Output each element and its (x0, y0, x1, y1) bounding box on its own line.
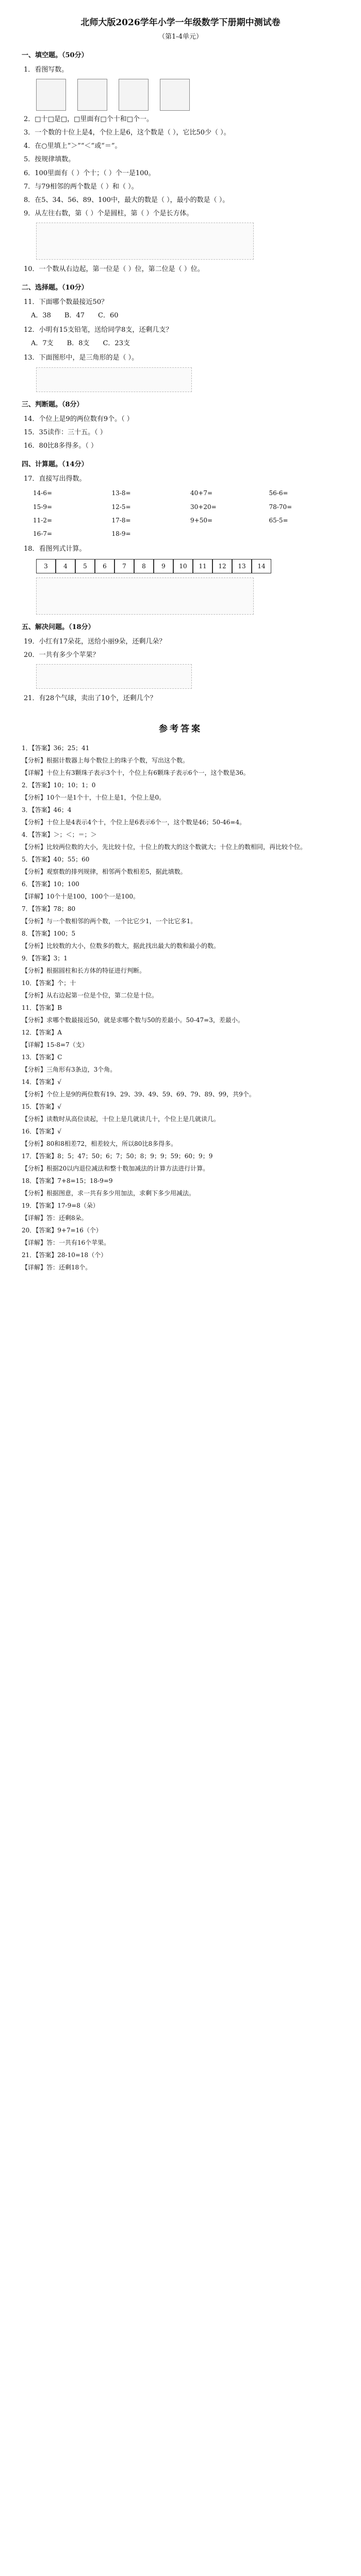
section-problem: 五、解决问题。（18分） (22, 623, 95, 631)
calc-item: 12-5= (111, 503, 131, 511)
number-cell: 3 (36, 559, 56, 573)
question-21: 21．有28个气球，卖出了10个，还剩几个？ (24, 694, 157, 703)
answer-line: 【分析】比较两位数的大小，先比较十位，十位上的数大的这个数就大；十位上的数相同，再比较个位。 (22, 843, 307, 851)
answer-line: 【分析】从右边起第一位是个位，第二位是十位。 (22, 992, 158, 999)
answer-line: 16．【答案】√ (22, 1128, 61, 1136)
calc-item: 30+20= (190, 503, 217, 511)
answer-line: 【分析】根据圆柱和长方体的特征进行判断。 (22, 967, 146, 975)
question-18: 18．看图列式计算。 (24, 545, 86, 553)
answer-line: 【分析】根据图意，求一共有多少用加法，求剩下多少用减法。 (22, 1190, 195, 1197)
answer-line: 【详解】答：还剩8朵。 (22, 1214, 88, 1222)
answer-line: 9．【答案】3；1 (22, 955, 68, 962)
number-cell: 7 (114, 559, 134, 573)
document-subtitle: （第1-4单元） (158, 32, 203, 41)
question-5: 5．按规律填数。 (24, 156, 75, 164)
calc-item: 17-8= (111, 516, 131, 524)
answer-line: 1．【答案】36；25；41 (22, 744, 90, 752)
number-cell: 14 (252, 559, 271, 573)
question-1: 1．看图写数。 (24, 66, 69, 74)
number-cell: 4 (56, 559, 75, 573)
question-7: 7．与79相邻的两个数是（ ）和（ ）。 (24, 182, 138, 191)
answer-line: 6．【答案】10；100 (22, 880, 79, 888)
calc-grid (33, 488, 339, 539)
answer-line: 【分析】10个一是1个十，十位上是1，个位上是0。 (22, 794, 166, 802)
question-16: 16．80比8多得多。（ ） (24, 442, 97, 450)
answer-line: 5．【答案】40；55；60 (22, 856, 90, 863)
number-cell: 8 (134, 559, 154, 573)
number-cell: 11 (193, 559, 212, 573)
question-12-options: A．7支 B．8支 C．23支 (31, 340, 130, 348)
number-line (36, 559, 339, 573)
abacus-figures (36, 79, 339, 111)
calc-item: 56-6= (269, 489, 288, 497)
answer-line: 【分析】十位上是4表示4个十，个位上是6表示6个一，这个数是46；50-46=4。 (22, 819, 246, 826)
answer-line: 7．【答案】78；80 (22, 905, 76, 913)
abacus-image (119, 79, 149, 111)
answer-line: 【分析】80和8相差72，相差较大，所以80比8多得多。 (22, 1140, 177, 1148)
answer-line: 【分析】个位上是9的两位数有19、29、39、49、59、69、79、89、99，共9个。 (22, 1091, 255, 1098)
section-judge: 三、判断题。（8分） (22, 400, 84, 409)
calc-item: 78-70= (269, 503, 292, 511)
calc-item: 18-9= (111, 530, 131, 538)
picture-calc-illustration (36, 578, 254, 615)
number-cell: 13 (232, 559, 252, 573)
answer-line: 10．【答案】个；十 (22, 979, 76, 987)
calc-item: 15-9= (33, 503, 53, 511)
triangle-options-illustration (36, 367, 192, 392)
answer-line: 11．【答案】B (22, 1004, 62, 1012)
answer-line: 18．【答案】7+8=15；18-9=9 (22, 1177, 113, 1185)
question-3: 3．一个数的十位上是4，个位上是6，这个数是（ ），它比50少（ ）。 (24, 129, 231, 137)
answer-line: 15．【答案】√ (22, 1103, 61, 1111)
section-choice: 二、选择题。（10分） (22, 284, 88, 292)
question-9: 9．从左往右数，第（ ）个是圆柱，第（ ）个是长方体。 (24, 209, 193, 217)
question-14: 14．个位上是9的两位数有9个。（ ） (24, 415, 134, 423)
answer-line: 2．【答案】10；10；1；0 (22, 782, 96, 789)
answer-line: 【分析】读数时从高位读起，十位上是几就读几十，个位上是几就读几。 (22, 1115, 220, 1123)
question-20: 20．一共有多少个苹果？ (24, 651, 100, 659)
answer-line: 【分析】根据20以内退位减法和整十数加减法的计算方法进行计算。 (22, 1165, 209, 1173)
answer-line: 12．【答案】A (22, 1029, 62, 1037)
answers-list (22, 743, 339, 1273)
answer-line: 17．【答案】8；5；47；50；6；7；50；8；9；9；59；60；9；9 (22, 1153, 213, 1160)
answer-line: 【详解】十位上有3颗珠子表示3个十，个位上有6颗珠子表示6个一，这个数是36。 (22, 769, 250, 777)
answer-line: 13．【答案】C (22, 1054, 62, 1061)
calc-item: 40+7= (190, 489, 213, 497)
answers-title: 参考答案 (159, 724, 202, 735)
question-19: 19．小红有17朵花，送给小丽9朵，还剩几朵？ (24, 637, 166, 646)
calc-item: 16-7= (33, 530, 53, 538)
question-11-options: A．38 B．47 C．60 (31, 312, 119, 320)
apples-illustration (36, 664, 192, 689)
question-6: 6．100里面有（ ）个十；（ ）个一是100。 (24, 169, 155, 177)
number-cell: 5 (75, 559, 95, 573)
question-12: 12．小明有15支铅笔，送给同学8支，还剩几支？ (24, 326, 173, 334)
answer-line: 14．【答案】√ (22, 1078, 61, 1086)
calc-item: 65-5= (269, 516, 288, 524)
answer-line: 21．【答案】28-10=18（个） (22, 1251, 107, 1259)
answer-line: 【详解】10个十是100，100个一是100。 (22, 893, 139, 901)
number-cell: 10 (173, 559, 193, 573)
number-cell: 6 (95, 559, 114, 573)
section-calc: 四、计算题。（14分） (22, 460, 88, 468)
answer-line: 8．【答案】100；5 (22, 930, 76, 938)
question-15: 15．35读作：三十五。（ ） (24, 428, 107, 436)
abacus-image (77, 79, 107, 111)
answer-line: 【分析】求哪个数最接近50，就是求哪个数与50的差最小。50-47=3，差最小。 (22, 1016, 244, 1024)
answer-line: 【分析】与一个数相邻的两个数，一个比它少1，一个比它多1。 (22, 918, 197, 925)
calc-item: 9+50= (190, 516, 213, 524)
answer-line: 【分析】比较数的大小，位数多的数大，据此找出最大的数和最小的数。 (22, 942, 220, 950)
answer-line: 20．【答案】9+7=16（个） (22, 1227, 102, 1234)
calc-item: 11-2= (33, 516, 53, 524)
answer-line: 【详解】15-8=7（支） (22, 1041, 88, 1049)
number-cell: 12 (212, 559, 232, 573)
answer-line: 4．【答案】＞；＜；＝；＞ (22, 831, 97, 839)
number-cell: 9 (154, 559, 173, 573)
document-title: 北师大版2026学年小学一年级数学下册期中测试卷 (80, 18, 281, 28)
answer-line: 【分析】三角形有3条边，3个角。 (22, 1066, 117, 1074)
section-fill-blank: 一、填空题。（50分） (22, 51, 88, 59)
answer-line: 3．【答案】46；4 (22, 806, 72, 814)
question-17: 17．直接写出得数。 (24, 475, 86, 483)
answer-line: 【详解】答：还剩18个。 (22, 1264, 92, 1272)
shapes-illustration (36, 223, 254, 260)
question-11: 11．下面哪个数最接近50？ (24, 298, 108, 307)
answer-line: 【分析】根据计数器上每个数位上的珠子个数，写出这个数。 (22, 757, 189, 765)
answer-line: 19．【答案】17-9=8（朵） (22, 1202, 99, 1210)
answer-line: 【详解】答：一共有16个苹果。 (22, 1239, 110, 1247)
calc-item: 14-6= (33, 489, 53, 497)
question-10: 10．一个数从右边起，第一位是（ ）位，第二位是（ ）位。 (24, 265, 204, 273)
answer-line: 【分析】观察数的排列规律，相邻两个数相差5，据此填数。 (22, 868, 187, 876)
calc-item: 13-8= (111, 489, 131, 497)
question-13: 13．下面图形中，是三角形的是（ ）。 (24, 354, 139, 362)
abacus-image (36, 79, 66, 111)
question-8: 8．在5、34、56、89、100中，最大的数是（ ），最小的数是（ ）。 (24, 196, 229, 204)
abacus-image (160, 79, 190, 111)
question-4: 4．在○里填上“＞”“＜”或“＝”。 (24, 142, 122, 150)
question-2: 2．□十□是□，□里面有□个十和□个一。 (24, 115, 153, 124)
